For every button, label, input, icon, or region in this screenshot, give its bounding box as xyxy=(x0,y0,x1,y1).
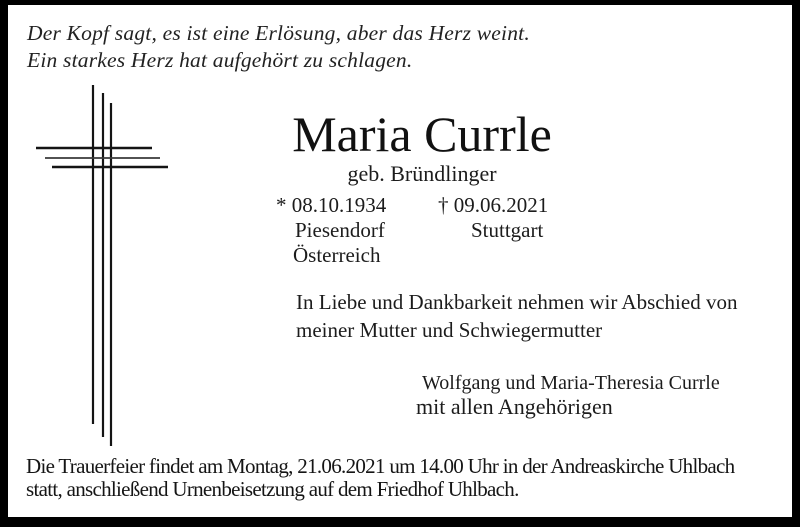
christian-cross-icon xyxy=(8,5,208,455)
mourners-names: Wolfgang und Maria-Theresia Currle xyxy=(422,372,720,394)
obituary-card xyxy=(8,5,792,517)
farewell-line-1: In Liebe und Dankbarkeit nehmen wir Abschied von xyxy=(296,290,738,314)
death-symbol: † xyxy=(438,193,449,217)
birth-date-line xyxy=(276,193,386,218)
death-date: 09.06.2021 xyxy=(453,193,549,217)
birth-column xyxy=(276,193,386,268)
death-date-line xyxy=(438,193,548,218)
epigraph-line-1: Der Kopf sagt, es ist eine Erlösung, aber das Herz weint. xyxy=(27,21,530,45)
mourners-relatives: mit allen Angehörigen xyxy=(416,394,613,419)
birth-date: 08.10.1934 xyxy=(291,193,387,217)
birth-symbol: * xyxy=(276,193,287,217)
farewell-line-2: meiner Mutter und Schwiegermutter xyxy=(296,318,603,342)
funeral-notice-line-2: statt, anschließend Urnenbeisetzung auf dem Friedhof Uhlbach. xyxy=(26,477,519,501)
epigraph-line-2: Ein starkes Herz hat aufgehört zu schlagen. xyxy=(27,48,413,72)
birth-place: Piesendorf xyxy=(295,218,385,242)
death-column xyxy=(438,193,548,243)
deceased-name: Maria Currle xyxy=(292,106,552,162)
deceased-birth-name: geb. Bründlinger xyxy=(347,161,497,186)
farewell-text xyxy=(296,288,737,344)
birth-country: Österreich xyxy=(293,243,381,267)
funeral-notice-line-1: Die Trauerfeier findet am Montag, 21.06.2021 um 14.00 Uhr in der Andreaskirche Uhlbach xyxy=(26,454,735,478)
death-place: Stuttgart xyxy=(471,218,544,242)
funeral-notice xyxy=(26,455,734,501)
